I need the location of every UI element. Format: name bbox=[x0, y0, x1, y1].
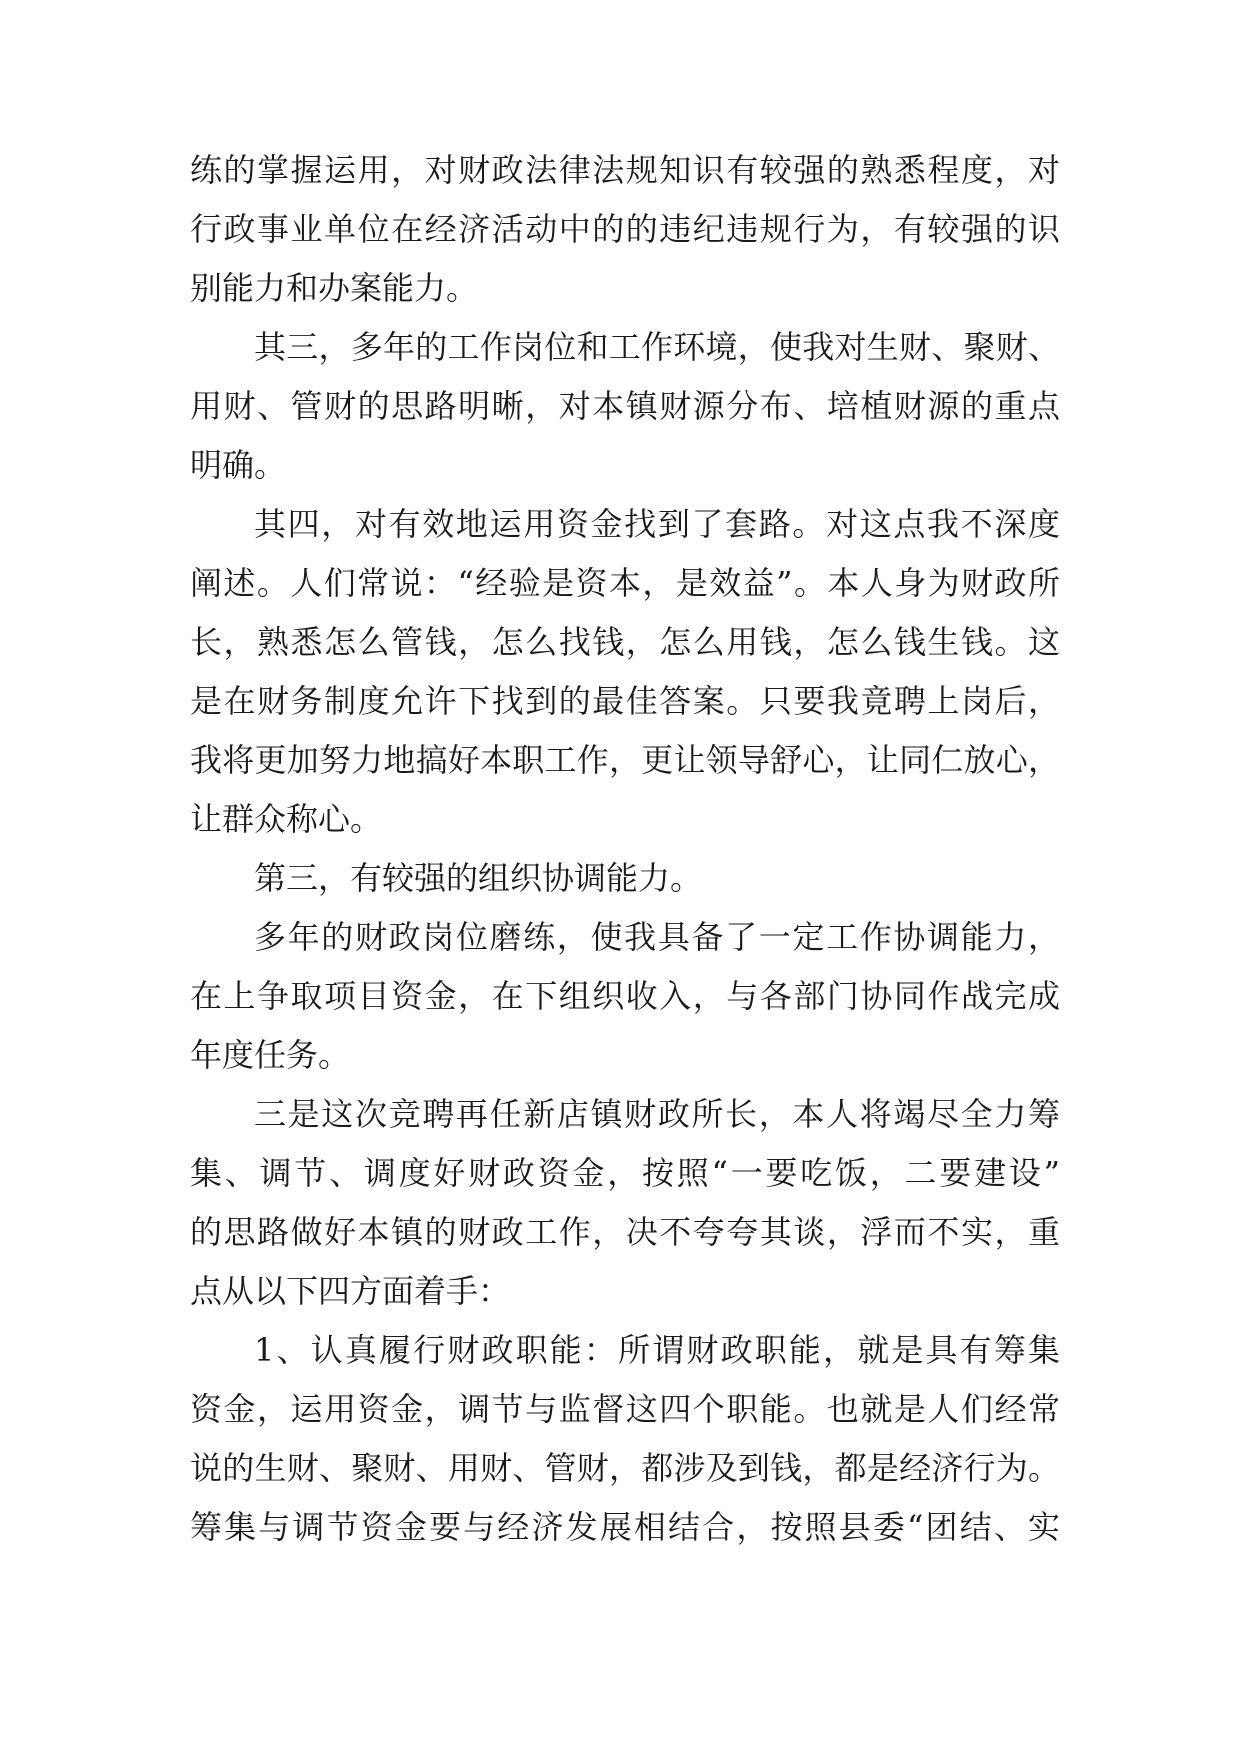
text-line: 练的掌握运用，对财政法律法规知识有较强的熟悉程度，对 bbox=[190, 151, 1060, 189]
text-line: 用财、管财的思路明晰，对本镇财源分布、培植财源的重点 bbox=[190, 387, 1060, 425]
text-line: 阐述。人们常说：“经验是资本，是效益”。本人身为财政所 bbox=[190, 564, 1060, 602]
text-line: 别能力和办案能力。 bbox=[190, 269, 479, 307]
text-line: 年度任务。 bbox=[190, 1036, 351, 1074]
text-line: 点从以下四方面着手： bbox=[190, 1272, 511, 1310]
text-line: 的思路做好本镇的财政工作，决不夸夸其谈，浮而不实，重 bbox=[190, 1213, 1060, 1251]
text-line: 在上争取项目资金，在下组织收入，与各部门协同作战完成 bbox=[190, 977, 1060, 1015]
text-line: 是在财务制度允许下找到的最佳答案。只要我竟聘上岗后， bbox=[190, 682, 1060, 720]
text-line: 说的生财、聚财、用财、管财，都涉及到钱，都是经济行为。 bbox=[190, 1449, 1060, 1487]
text-line: 长，熟悉怎么管钱，怎么找钱，怎么用钱，怎么钱生钱。这 bbox=[190, 623, 1060, 661]
text-line: 集、调节、调度好财政资金，按照“一要吃饭，二要建设” bbox=[190, 1154, 1060, 1192]
text-line: 让群众称心。 bbox=[190, 800, 383, 838]
paragraph-first-line: 其三，多年的工作岗位和工作环境，使我对生财、聚财、 bbox=[254, 328, 1060, 366]
text-line: 资金，运用资金，调节与监督这四个职能。也就是人们经常 bbox=[190, 1390, 1060, 1428]
text-line: 明确。 bbox=[190, 446, 287, 484]
paragraph-first-line: 其四，对有效地运用资金找到了套路。对这点我不深度 bbox=[254, 505, 1060, 543]
text-line: 我将更加努力地搞好本职工作，更让领导舒心，让同仁放心， bbox=[190, 741, 1060, 779]
text-line: 筹集与调节资金要与经济发展相结合，按照县委“团结、实 bbox=[190, 1508, 1060, 1546]
section-heading: 第三，有较强的组织协调能力。 bbox=[254, 859, 703, 897]
paragraph-first-line: 1、认真履行财政职能：所谓财政职能，就是具有筹集 bbox=[254, 1331, 1060, 1369]
paragraph-first-line: 多年的财政岗位磨练，使我具备了一定工作协调能力， bbox=[254, 918, 1060, 956]
text-line: 行政事业单位在经济活动中的的违纪违规行为，有较强的识 bbox=[190, 210, 1060, 248]
paragraph-first-line: 三是这次竞聘再任新店镇财政所长，本人将竭尽全力筹 bbox=[254, 1095, 1060, 1133]
